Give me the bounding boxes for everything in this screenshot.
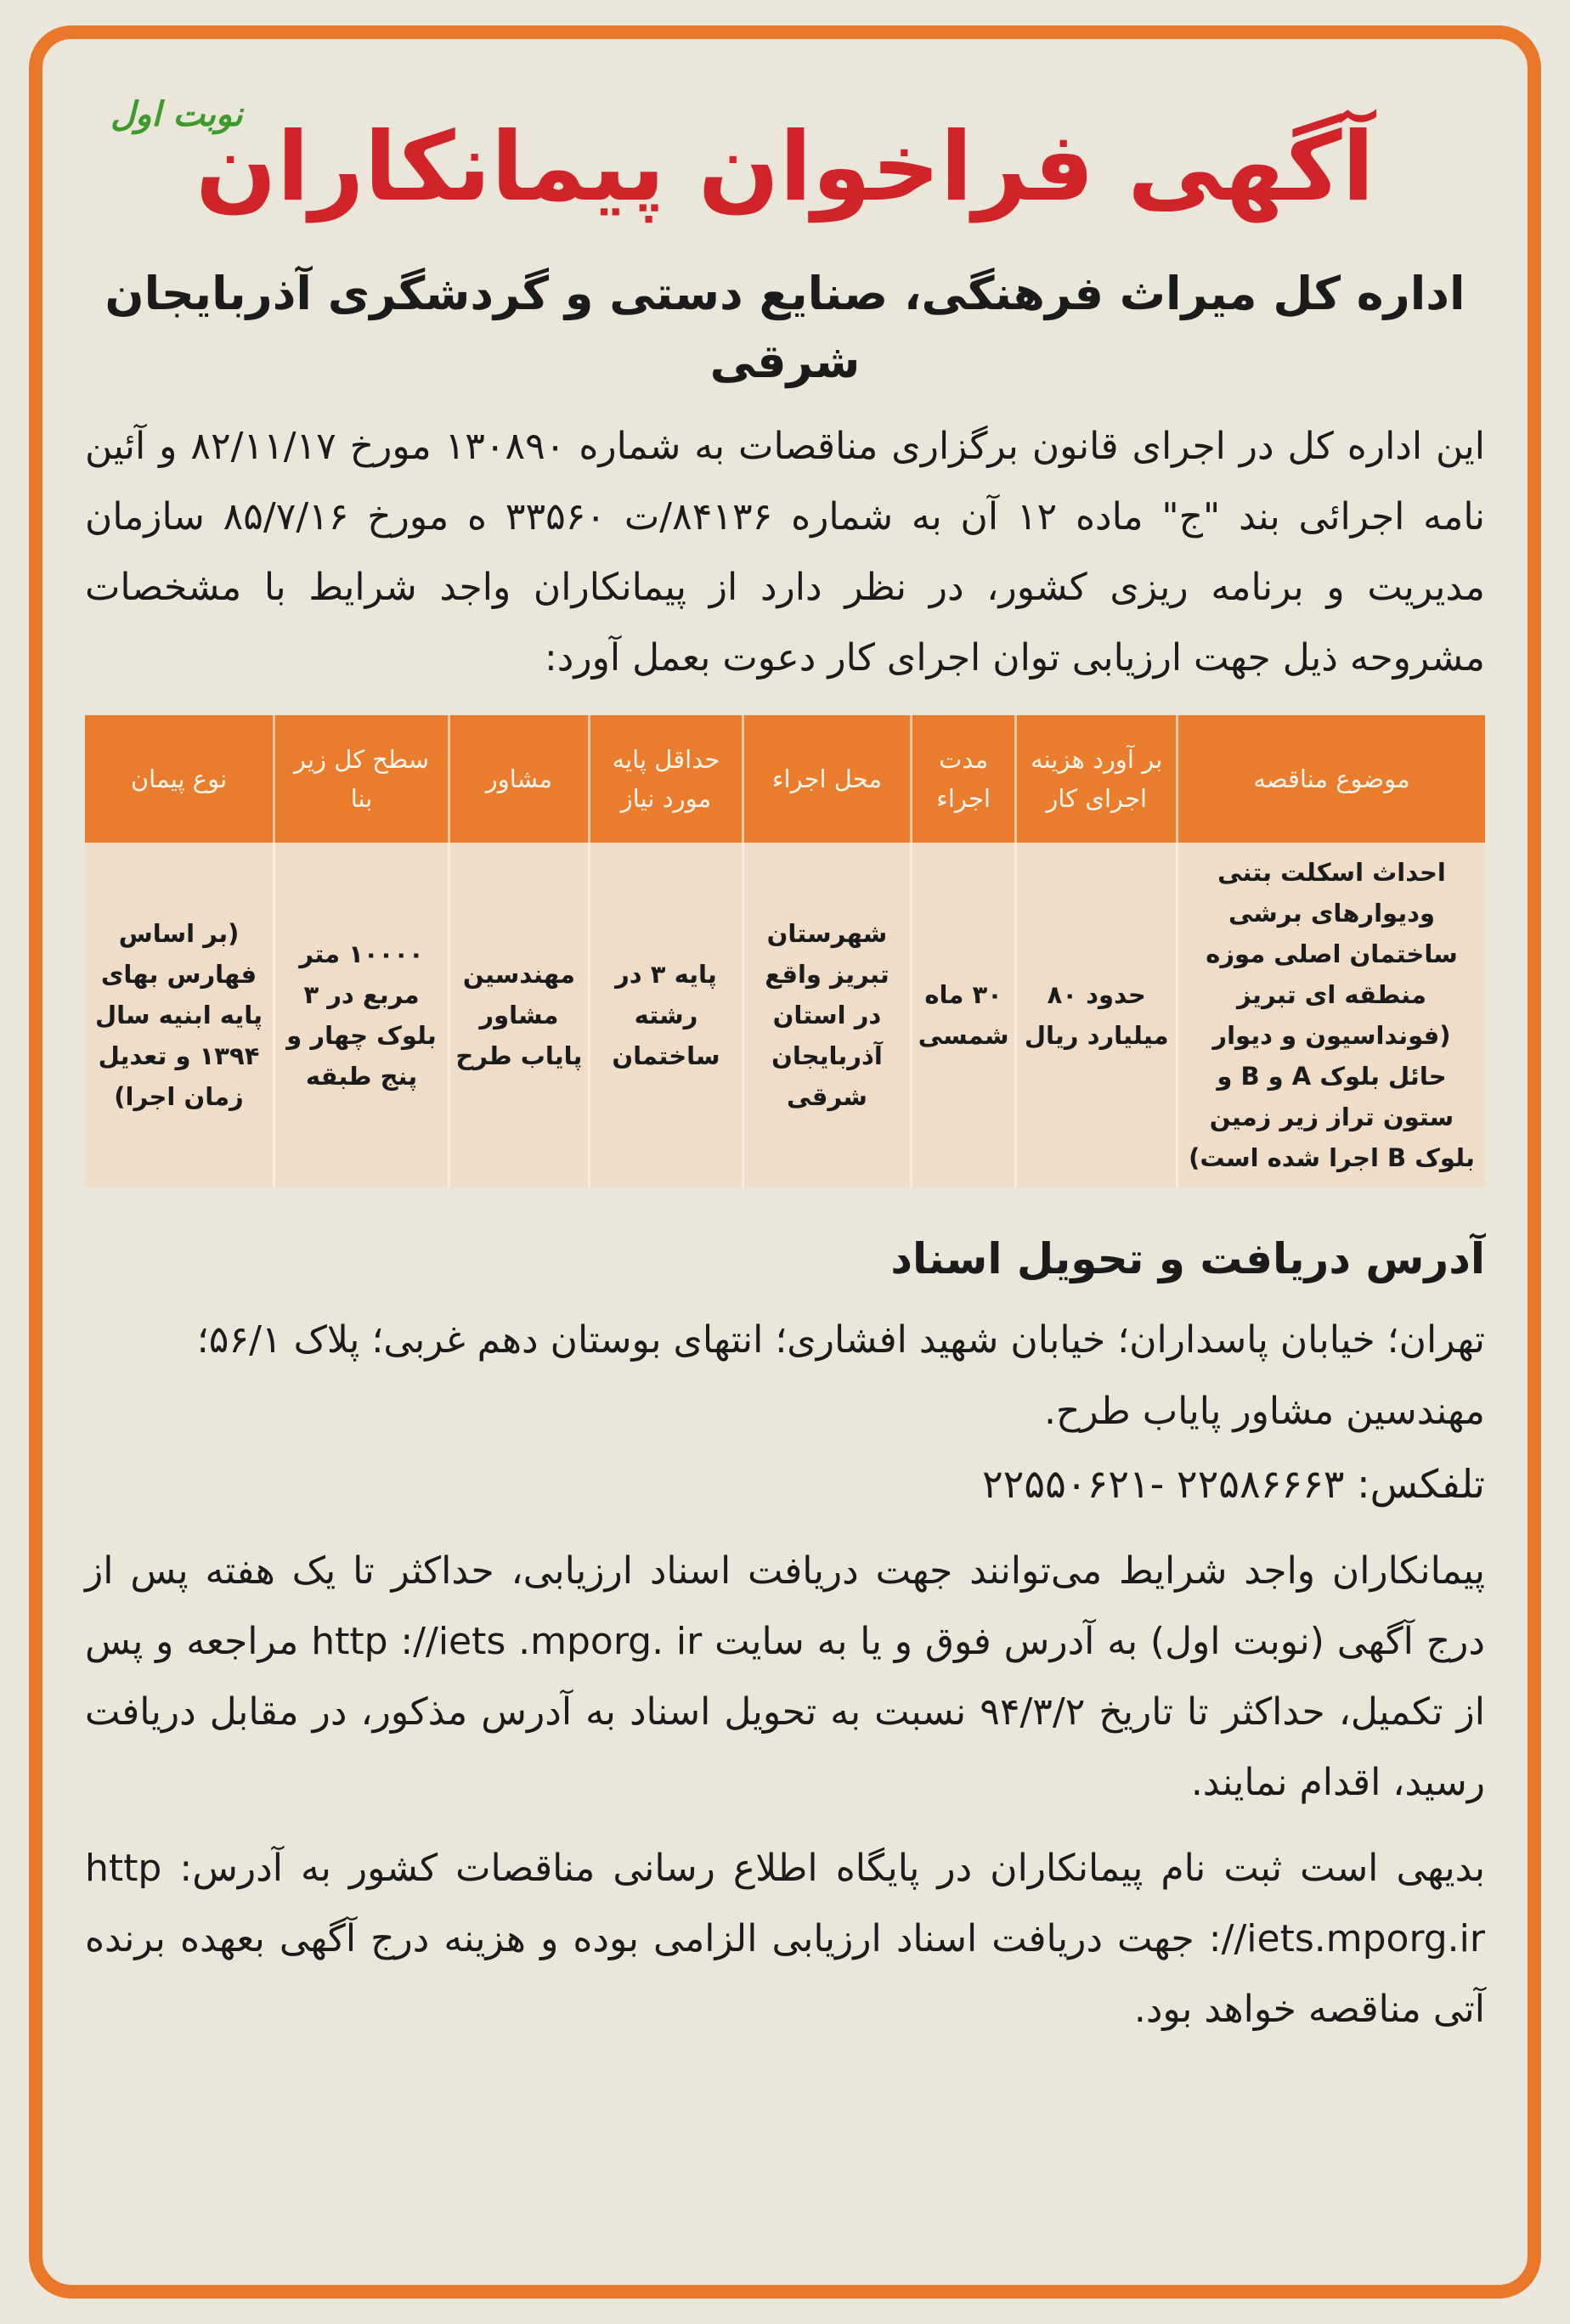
registration-text-a: بدیهی است ثبت نام پیمانکاران در پایگاه اطلاع رسانی مناقصات کشور به آدرس: bbox=[179, 1847, 1485, 1890]
table-row bbox=[85, 843, 1485, 1187]
header-cost: بر آورد هزینه اجرای کار bbox=[1016, 715, 1178, 843]
address-heading: آدرس دریافت و تحویل اسناد bbox=[890, 1234, 1485, 1283]
cell-consultant: مهندسین مشاور پایاب طرح bbox=[449, 843, 590, 1187]
cell-subject: احداث اسکلت بتنی ودیوارهای برشی ساختمان اصلی موزه منطقه ای تبریز (فونداسیون و دیوار حائل بلوک A و B و ستون تراز زیر زمین بلوک B اجرا شده است) bbox=[1177, 843, 1485, 1187]
cell-duration: ۳۰ ماه شمسی bbox=[911, 843, 1016, 1187]
cell-location: شهرستان تبریز واقع در استان آذربایجان شرقی bbox=[743, 843, 912, 1187]
ad-subtitle: اداره کل میراث فرهنگی، صنایع دستی و گردشگری آذربایجان شرقی bbox=[104, 267, 1466, 388]
documents-text-b: مراجعه و پس از تکمیل، حداکثر تا تاریخ ۹۴/۳/۲ نسبت به تحویل اسناد به آدرس مذکور، در مقابل دریافت رسید، اقدام نمایند. bbox=[85, 1620, 1485, 1804]
fax-label: تلفکس: bbox=[1357, 1461, 1485, 1507]
cell-cost: حدود ۸۰ میلیارد ریال bbox=[1016, 843, 1178, 1187]
address-text: تهران؛ خیابان پاسداران؛ خیابان شهید افشاری؛ انتهای بوستان دهم غربی؛ پلاک ۵۶/۱؛ مهندسین مشاور پایاب طرح. bbox=[196, 1318, 1485, 1433]
first-round-badge: نوبت اول bbox=[110, 95, 243, 134]
header-area: سطح کل زیر بنا bbox=[274, 715, 449, 843]
documents-paragraph bbox=[85, 1536, 1485, 1818]
registration-link[interactable]: http ://iets.mporg.ir bbox=[85, 1847, 1485, 1960]
cell-area: ۱۰۰۰۰ متر مربع در ۳ بلوک چهار و پنج طبقه bbox=[274, 843, 449, 1187]
registration-paragraph bbox=[85, 1833, 1485, 2045]
header-grade: حداقل پایه مورد نیاز bbox=[589, 715, 743, 843]
intro-paragraph: این اداره کل در اجرای قانون برگزاری مناقصات به شماره ۱۳۰۸۹۰ مورخ ۸۲/۱۱/۱۷ و آئین نامه اجرائی بند "ج" ماده ۱۲ آن به شماره ۸۴۱۳۶/ت ۳۳۵۶۰ ه مورخ ۸۵/۷/۱۶ سازمان مدیریت و برنامه ریزی کشور، در نظر دارد از پیمانکاران واجد شرایط با مشخصات مشروحه ذیل جهت ارزیابی توان اجرای کار دعوت بعمل آورد: bbox=[85, 425, 1486, 680]
cell-grade: پایه ۳ در رشته ساختمان bbox=[589, 843, 743, 1187]
tender-table-header-row bbox=[85, 715, 1485, 843]
ad-title: آگهی فراخوان پیمانکاران bbox=[195, 112, 1375, 223]
ad-frame bbox=[29, 25, 1541, 2299]
header-contract: نوع پیمان bbox=[85, 715, 274, 843]
header-location: محل اجراء bbox=[743, 715, 912, 843]
fax-line bbox=[85, 1447, 1485, 1520]
registration-text-b: جهت دریافت اسناد ارزیابی الزامی بوده و هزینه درج آگهی بعهده برنده آتی مناقصه خواهد بود. bbox=[85, 1917, 1485, 2031]
cell-contract: (بر اساس فهارس بهای پایه ابنیه سال ۱۳۹۴ و تعدیل زمان اجرا) bbox=[85, 843, 274, 1187]
header-duration: مدت اجراء bbox=[911, 715, 1016, 843]
header-subject: موضوع مناقصه bbox=[1177, 715, 1485, 843]
website-link[interactable]: http ://iets .mporg. ir bbox=[311, 1620, 703, 1663]
documents-text-a: پیمانکاران واجد شرایط می‌توانند جهت دریافت اسناد ارزیابی، حداکثر تا یک هفته پس از درج آگهی (نوبت اول) به آدرس فوق و یا به سایت bbox=[85, 1549, 1485, 1663]
ad-content bbox=[85, 70, 1485, 2251]
header-consultant: مشاور bbox=[449, 715, 590, 843]
tender-table bbox=[85, 715, 1485, 1187]
fax-numbers: ۲۲۵۸۶۶۶۳ -۲۲۵۵۰۶۲۱ bbox=[981, 1461, 1345, 1507]
